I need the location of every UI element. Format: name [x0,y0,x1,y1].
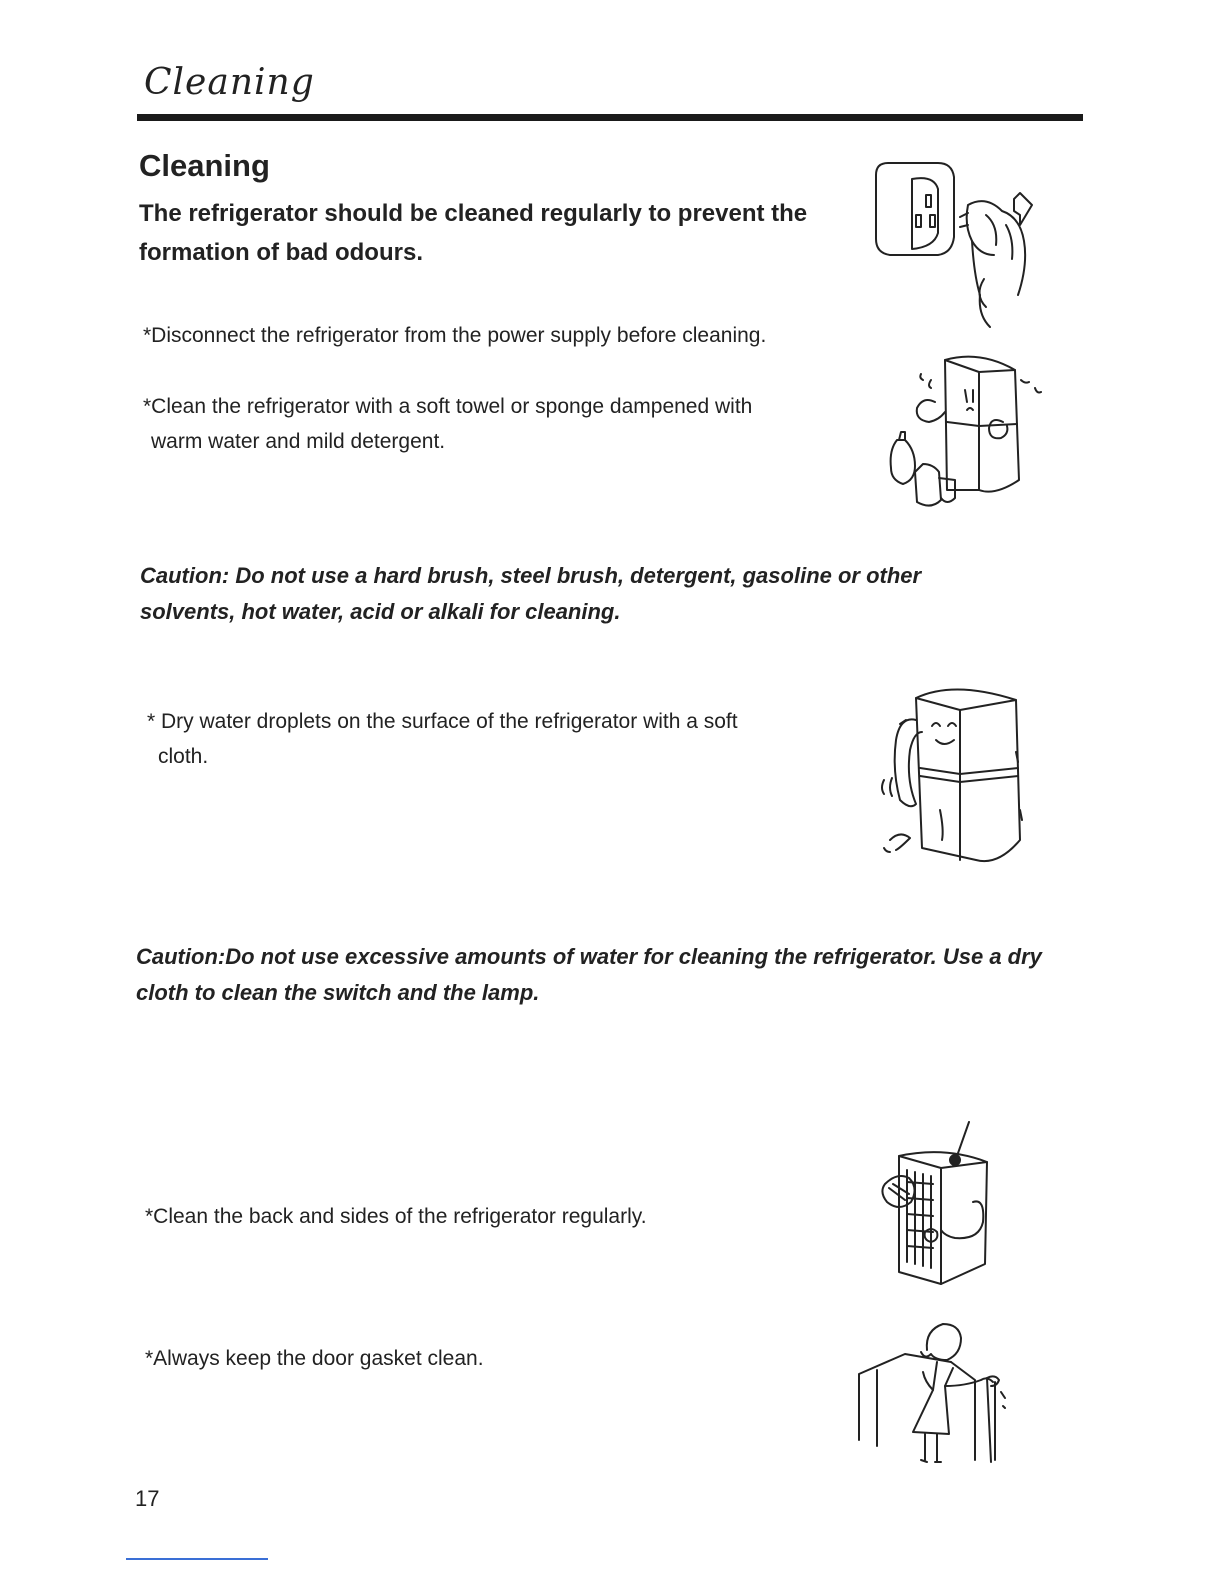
washing-refrigerator-illustration [875,350,1055,515]
step-dry-line1: * Dry water droplets on the surface of the refrigerator with a soft [147,710,738,733]
woman-cleaning-gasket-illustration [855,1320,1015,1470]
caution-cleaning-agents: Caution: Do not use a hard brush, steel brush, detergent, gasoline or other solvents, hot water, acid or alkali for cleaning. [140,563,922,624]
step-disconnect: *Disconnect the refrigerator from the power supply before cleaning. [143,324,767,347]
step-door-gasket: *Always keep the door gasket clean. [145,1347,484,1370]
caution-water-amount: Caution:Do not use excessive amounts of water for cleaning the refrigerator. Use a dry cloth to clean the switch and the lamp. [136,944,1042,1005]
cleaning-back-illustration [875,1122,1005,1287]
section-heading: Cleaning [139,148,270,183]
step-dry-line2: cloth. [158,745,209,768]
drying-refrigerator-illustration [870,680,1040,870]
section-intro: The refrigerator should be cleaned regularly to prevent the formation of bad odours. [139,200,808,266]
step-clean-line1: *Clean the refrigerator with a soft towel or sponge dampened with [143,395,753,418]
header-divider [137,114,1083,121]
step-clean-back: *Clean the back and sides of the refrigerator regularly. [145,1205,647,1228]
footer-link-underline[interactable] [126,1558,268,1560]
page-number: 17 [135,1486,160,1511]
unplug-socket-illustration [868,155,1048,335]
page-header-title: Cleaning [144,62,315,103]
step-clean-line2: warm water and mild detergent. [151,430,446,453]
